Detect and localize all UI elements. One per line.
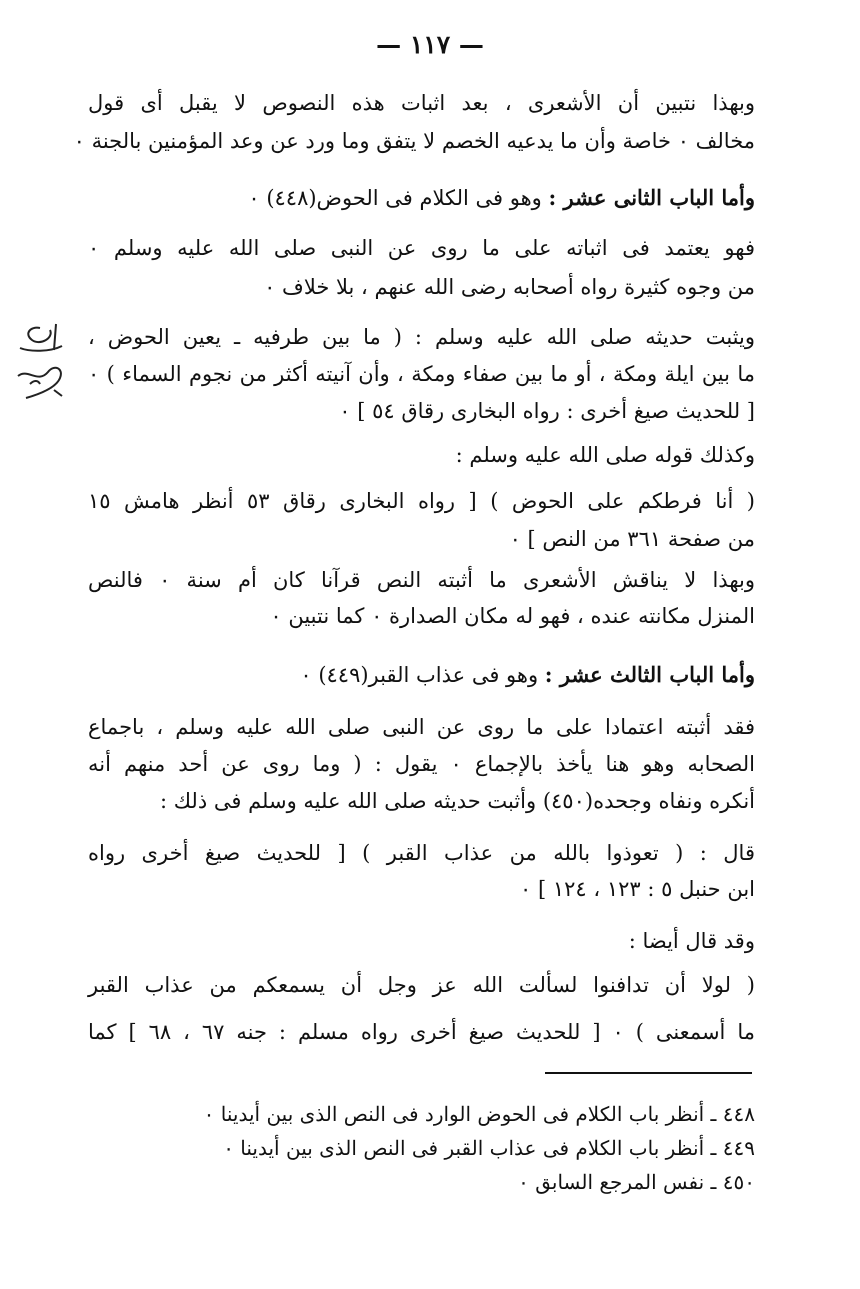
- text-line: [ للحديث صيغ أخرى : رواه البخارى رقاق ٥٤ ] ٠: [339, 399, 755, 423]
- text-line: المنزل مكانته عنده ، فهو له مكان الصدارة ٠ كما نتبين ٠: [270, 604, 755, 628]
- text-line: الصحابه وهو هنا يأخذ بالإجماع ٠ يقول : ( وما روى عن أحد منهم أنه: [88, 752, 755, 776]
- text-line: ويثبت حديثه صلى الله عليه وسلم : ( ما بين طرفيه ـ يعين الحوض ،: [88, 325, 755, 349]
- text-line: فهو يعتمد فى اثباته على ما روى عن النبى صلى الله عليه وسلم ٠: [88, 236, 755, 260]
- section-heading-12: [88, 183, 755, 213]
- text-line: وكذلك قوله صلى الله عليه وسلم :: [455, 443, 755, 467]
- page-number: — ١١٧ —: [376, 30, 484, 59]
- text-line: ( أنا فرطكم على الحوض ) [ رواه البخارى رقاق ٥٣ أنظر هامش ١٥: [88, 489, 755, 513]
- text-line: فقد أثبته اعتمادا على ما روى عن النبى صلى الله عليه وسلم ، باجماع: [88, 715, 755, 739]
- footnote: ٤٤٨ ـ أنظر باب الكلام فى الحوض الوارد فى النص الذى بين أيدينا ٠: [203, 1102, 755, 1126]
- text-line: ابن حنبل ٥ : ١٢٣ ، ١٢٤ ] ٠: [520, 877, 755, 901]
- section-heading-13: [88, 660, 755, 690]
- text-line: ( لولا أن تدافنوا لسألت الله عز وجل أن يسمعكم من عذاب القبر: [88, 973, 755, 997]
- text-line: ما أسمعنى ) ٠ [ للحديث صيغ أخرى رواه مسلم : جنه ٦٧ ، ٦٨ ] كما: [88, 1020, 755, 1044]
- text-line: ما بين ايلة ومكة ، أو ما بين صفاء ومكة ، وأن آنيته أكثر من نجوم السماء ) ٠: [88, 362, 755, 386]
- heading-rest: وهو فى الكلام فى الحوض(٤٤٨) ٠: [248, 186, 549, 210]
- text-line: وبهذا نتبين أن الأشعرى ، بعد اثبات هذه النصوص لا يقبل أى قول: [88, 91, 755, 115]
- footnote-rule: [545, 1072, 752, 1074]
- text-line: وقد قال أيضا :: [628, 929, 755, 953]
- text-line: أنكره ونفاه وجحده(٤٥٠) وأثبت حديثه صلى الله عليه وسلم فى ذلك :: [159, 789, 755, 813]
- heading-bold: وأما الباب الثانى عشر :: [548, 185, 755, 210]
- heading-bold: وأما الباب الثالث عشر :: [544, 662, 755, 687]
- footnote: ٤٤٩ ـ أنظر باب الكلام فى عذاب القبر فى النص الذى بين أيدينا ٠: [223, 1136, 755, 1160]
- heading-rest: وهو فى عذاب القبر(٤٤٩) ٠: [300, 663, 545, 687]
- handwritten-margin-note: [10, 318, 70, 408]
- text-line: وبهذا لا يناقش الأشعرى ما أثبته النص قرآنا كان أم سنة ٠ فالنص: [88, 568, 755, 592]
- text-line: قال : ( تعوذوا بالله من عذاب القبر ) [ للحديث صيغ أخرى رواه: [88, 841, 755, 865]
- text-line: من صفحة ٣٦١ من النص ] ٠: [509, 527, 755, 551]
- text-line: من وجوه كثيرة رواه أصحابه رضى الله عنهم ، بلا خلاف ٠: [264, 275, 755, 299]
- footnote: ٤٥٠ ـ نفس المرجع السابق ٠: [518, 1170, 755, 1194]
- text-line: مخالف ٠ خاصة وأن ما يدعيه الخصم لا يتفق وما ورد عن وعد المؤمنين بالجنة ٠: [73, 129, 755, 153]
